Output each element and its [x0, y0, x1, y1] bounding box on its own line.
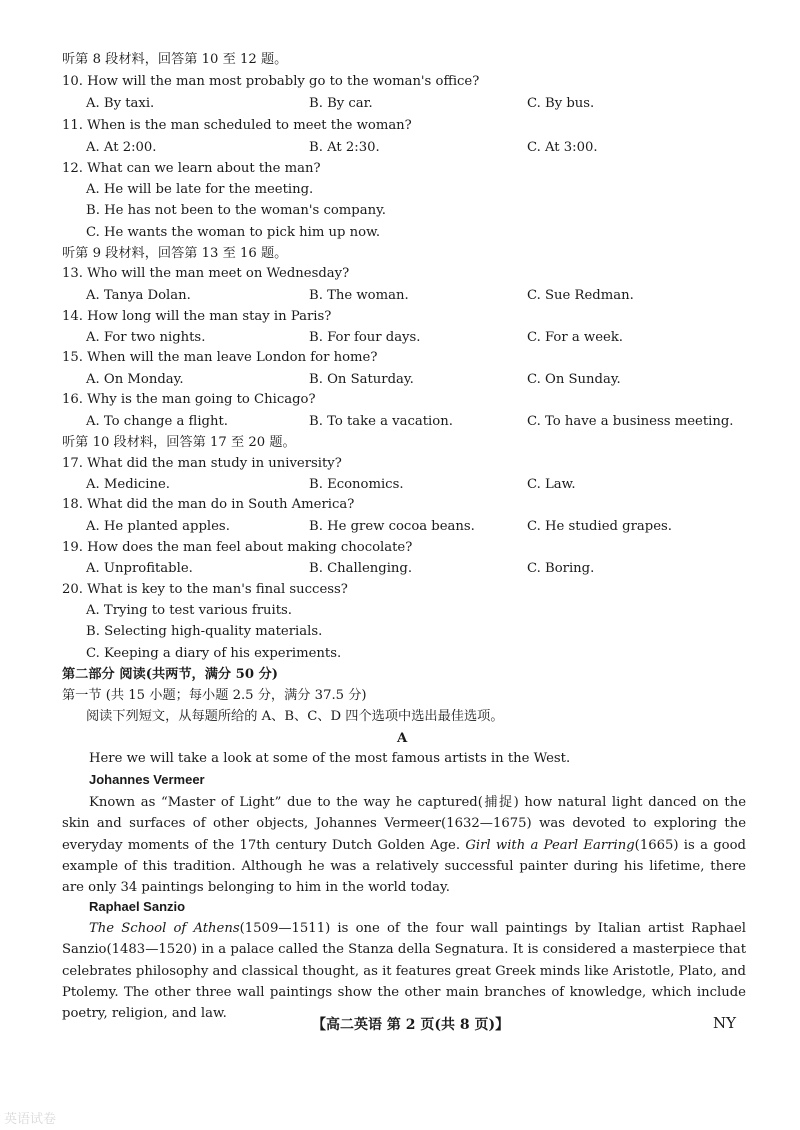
option-15b: B. On Saturday.	[309, 372, 414, 387]
passage-letter: A	[397, 731, 408, 746]
question-13: 13. Who will the man meet on Wednesday?	[62, 266, 350, 281]
option-10b: B. By car.	[309, 96, 373, 111]
option-13b: B. The woman.	[309, 288, 409, 303]
option-18a: A. He planted apples.	[86, 519, 230, 534]
option-18b: B. He grew cocoa beans.	[309, 519, 475, 534]
instruction: 阅读下列短文，从每题所给的 A、B、C、D 四个选项中选出最佳选项。	[86, 709, 504, 724]
vermeer-work-title: Girl with a Pearl Earring	[465, 837, 635, 853]
option-19b: B. Challenging.	[309, 561, 413, 576]
option-15c: C. On Sunday.	[527, 372, 621, 387]
option-12c: C. He wants the woman to pick him up now.	[86, 225, 381, 240]
vermeer-paragraph	[62, 792, 746, 898]
question-18: 18. What did the man do in South America?	[62, 497, 355, 512]
option-11c: C. At 3:00.	[527, 140, 598, 155]
option-10a: A. By taxi.	[86, 96, 155, 111]
option-18c: C. He studied grapes.	[527, 519, 672, 534]
option-20c: C. Keeping a diary of his experiments.	[86, 646, 342, 661]
option-11a: A. At 2:00.	[86, 140, 157, 155]
raphael-heading: Raphael Sanzio	[89, 899, 186, 914]
vermeer-text-2: (1665) is a good example of this tradition. Although he was a relatively successful painter during his lifetime, there are only 34 paintings belonging to him in the world today.	[62, 837, 747, 896]
page-footer: 【高二英语 第 2 页(共 8 页)】	[312, 1017, 510, 1033]
question-11: 11. When is the man scheduled to meet the woman?	[62, 118, 412, 133]
option-20b: B. Selecting high-quality materials.	[86, 624, 323, 639]
section-intro-8: 听第 8 段材料，回答第 10 至 12 题。	[62, 52, 288, 67]
raphael-paragraph	[62, 918, 746, 1024]
option-17a: A. Medicine.	[86, 477, 170, 492]
vermeer-text-1: Known as “Master of Light” due to the way he captured(捕捉) how natural light danced on the skin and surfaces of other objects, Johannes Vermeer(1632—1675) was devoted to exploring the everyday moments of the 17th century Dutch Golden Age.	[62, 795, 746, 853]
option-20a: A. Trying to test various fruits.	[86, 603, 292, 618]
option-13c: C. Sue Redman.	[527, 288, 634, 303]
part-title: 第二部分 阅读(共两节，满分 50 分)	[62, 667, 279, 682]
footer-code: NY	[713, 1014, 737, 1032]
question-19: 19. How does the man feel about making chocolate?	[62, 540, 413, 555]
question-20: 20. What is key to the man's final success?	[62, 582, 348, 597]
section-title: 第一节 (共 15 小题；每小题 2.5 分，满分 37.5 分)	[62, 688, 367, 703]
question-17: 17. What did the man study in university?	[62, 456, 342, 471]
section-intro-9: 听第 9 段材料，回答第 13 至 16 题。	[62, 246, 288, 261]
option-19c: C. Boring.	[527, 561, 595, 576]
option-11b: B. At 2:30.	[309, 140, 380, 155]
passage-intro: Here we will take a look at some of the most famous artists in the West.	[89, 751, 571, 766]
option-19a: A. Unprofitable.	[86, 561, 193, 576]
question-12: 12. What can we learn about the man?	[62, 161, 321, 176]
vermeer-heading: Johannes Vermeer	[89, 772, 205, 787]
option-16a: A. To change a flight.	[86, 414, 228, 429]
raphael-work-title: The School of Athens	[89, 921, 240, 936]
option-17c: C. Law.	[527, 477, 576, 492]
option-17b: B. Economics.	[309, 477, 404, 492]
question-14: 14. How long will the man stay in Paris?	[62, 309, 332, 324]
option-15a: A. On Monday.	[86, 372, 184, 387]
option-14c: C. For a week.	[527, 330, 624, 345]
raphael-text: (1509—1511) is one of the four wall paintings by Italian artist Raphael Sanzio(1483—1520) in a palace called the Stanza della Segnatura. It is considered a masterpiece that celebrates philosophy and classical thought, as it features great Greek minds like Aristotle, Plato, and Ptolemy. The other three wall paintings show the other main branches of knowledge, which include poetry, religion, and law.	[62, 921, 746, 1022]
question-10: 10. How will the man most probably go to the woman's office?	[62, 74, 480, 89]
question-16: 16. Why is the man going to Chicago?	[62, 392, 316, 407]
option-16b: B. To take a vacation.	[309, 414, 453, 429]
option-12a: A. He will be late for the meeting.	[86, 182, 314, 197]
question-15: 15. When will the man leave London for home?	[62, 350, 378, 365]
watermark: 英语试卷	[4, 1112, 57, 1127]
option-13a: A. Tanya Dolan.	[86, 288, 191, 303]
option-10c: C. By bus.	[527, 96, 595, 111]
option-12b: B. He has not been to the woman's company.	[86, 203, 386, 218]
option-14b: B. For four days.	[309, 330, 421, 345]
section-intro-10: 听第 10 段材料，回答第 17 至 20 题。	[62, 435, 296, 450]
option-14a: A. For two nights.	[86, 330, 206, 345]
option-16c: C. To have a business meeting.	[527, 414, 734, 429]
